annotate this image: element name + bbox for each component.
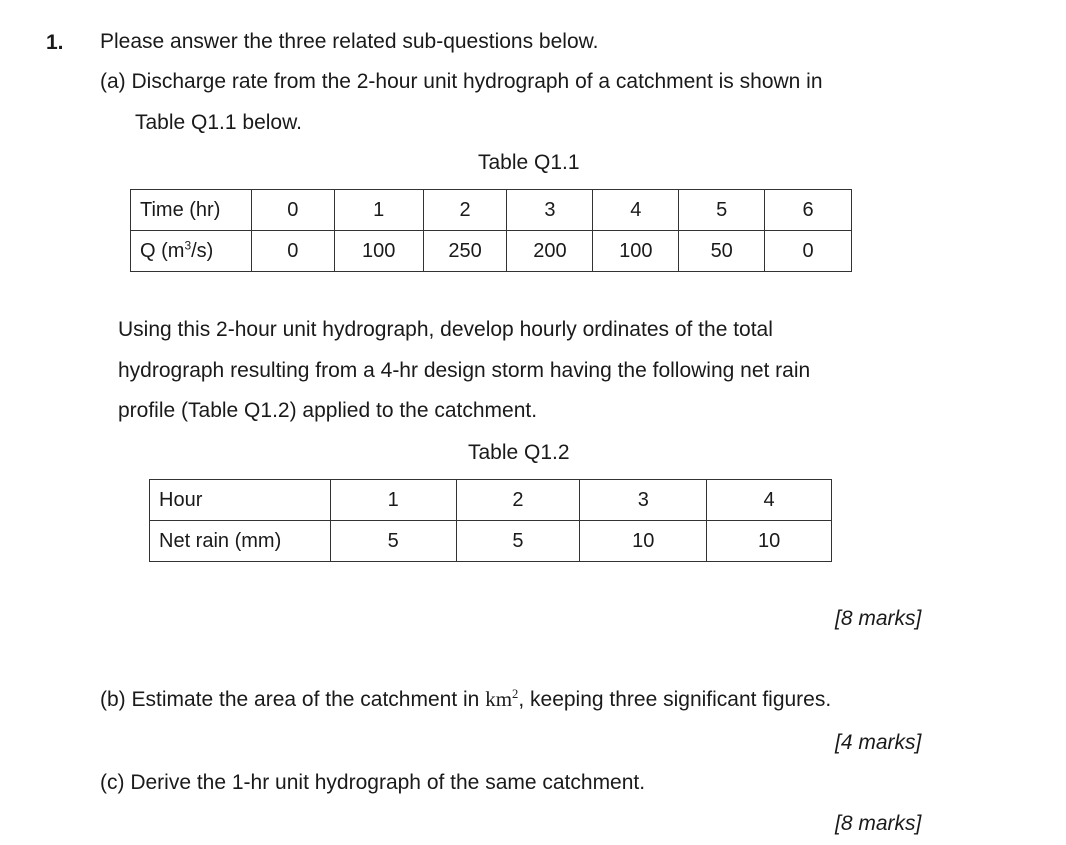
table-q1-1 [130, 189, 852, 272]
table1-time-cell: 0 [251, 190, 334, 231]
part-c-text: (c) Derive the 1-hr unit hydrograph of the same catchment. [100, 771, 646, 794]
table1-time-row [131, 190, 852, 231]
table2-rain-label: Net rain (mm) [150, 521, 331, 562]
table1-q-cell: 100 [334, 231, 423, 272]
table2-hour-cell: 4 [707, 480, 832, 521]
table1-q-cell: 0 [765, 231, 852, 272]
table1-time-cell: 2 [423, 190, 507, 231]
table1-q-cell: 100 [593, 231, 679, 272]
table1-time-cell: 5 [679, 190, 765, 231]
table1-q-row [131, 231, 852, 272]
part-c-marks: [8 marks] [835, 812, 922, 835]
table1-time-cell: 6 [765, 190, 852, 231]
table1-q-label-sup: 3 [184, 237, 192, 252]
table2-hour-cell: 1 [330, 480, 456, 521]
table2-rain-cell: 10 [580, 521, 707, 562]
table2-hour-cell: 3 [580, 480, 707, 521]
table2-rain-cell: 5 [456, 521, 580, 562]
question-number: 1. [46, 31, 64, 54]
table1-time-label: Time (hr) [131, 190, 252, 231]
table2-rain-row [150, 521, 832, 562]
table1-q-label [131, 231, 252, 272]
table1-time-cell: 1 [334, 190, 423, 231]
table1-q-cell: 200 [507, 231, 593, 272]
table1-caption: Table Q1.1 [478, 151, 580, 174]
table1-time-cell: 4 [593, 190, 679, 231]
table1-q-label-suffix: /s) [191, 239, 214, 262]
part-a-para1: Using this 2-hour unit hydrograph, develop hourly ordinates of the total [118, 318, 773, 341]
part-b-suffix: , keeping three significant figures. [518, 688, 832, 711]
part-a-marks: [8 marks] [835, 607, 922, 630]
table2-rain-cell: 5 [330, 521, 456, 562]
table-q1-2 [149, 479, 832, 562]
table1-q-cell: 250 [423, 231, 507, 272]
part-b-unit: km [485, 687, 513, 711]
table1-q-label-prefix: Q (m [140, 239, 185, 262]
part-a-line2: Table Q1.1 below. [135, 111, 302, 134]
table1-q-cell: 50 [679, 231, 765, 272]
part-b-unit-sup: 2 [512, 687, 519, 701]
part-b-prefix: (b) Estimate the area of the catchment in [100, 688, 486, 711]
part-b-text [100, 689, 831, 710]
part-b-marks: [4 marks] [835, 731, 922, 754]
table1-time-cell: 3 [507, 190, 593, 231]
part-a-para2: hydrograph resulting from a 4-hr design storm having the following net rain [118, 359, 811, 382]
table2-caption: Table Q1.2 [468, 441, 570, 464]
part-a-line1: (a) Discharge rate from the 2-hour unit hydrograph of a catchment is shown in [100, 70, 823, 93]
question-intro: Please answer the three related sub-questions below. [100, 30, 599, 53]
table2-hour-label: Hour [150, 480, 331, 521]
part-a-para3: profile (Table Q1.2) applied to the catchment. [118, 399, 538, 422]
table2-hour-row [150, 480, 832, 521]
table2-rain-cell: 10 [707, 521, 832, 562]
table2-hour-cell: 2 [456, 480, 580, 521]
table1-q-cell: 0 [251, 231, 334, 272]
